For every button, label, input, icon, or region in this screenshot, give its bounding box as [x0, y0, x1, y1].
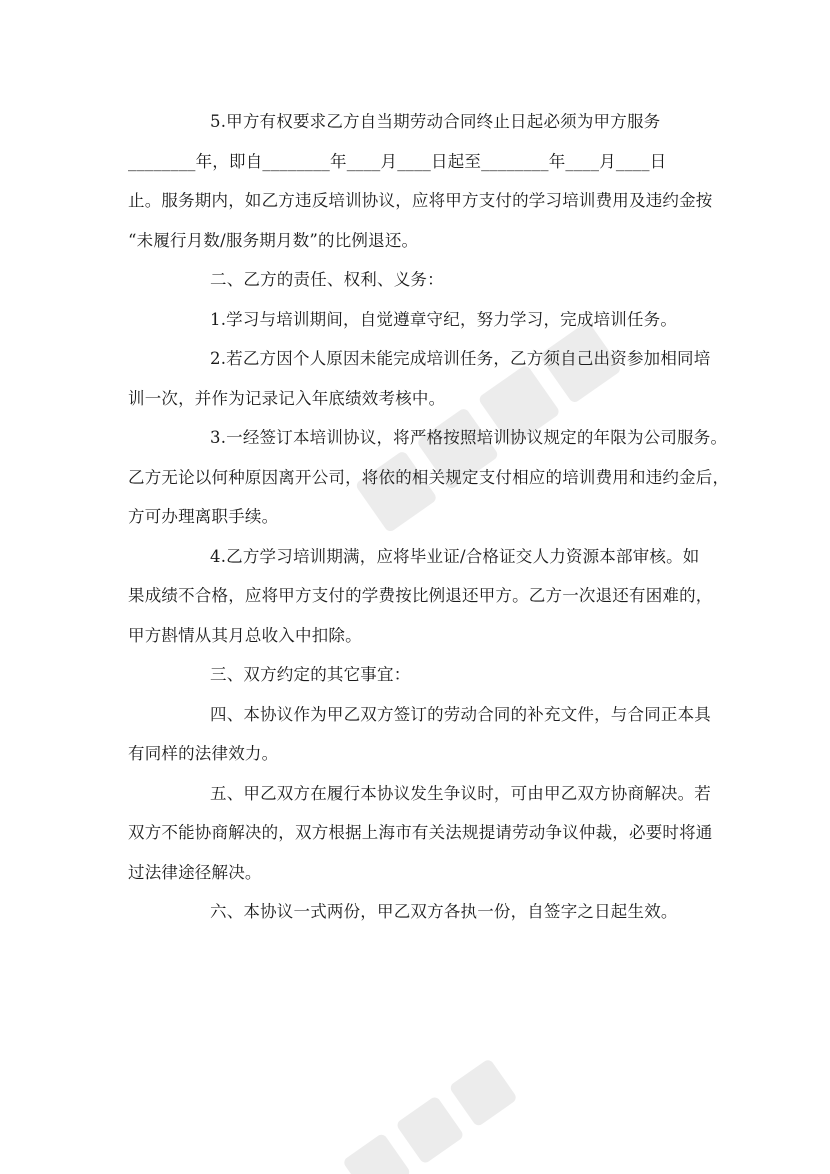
paragraph-b-2: [128, 339, 711, 418]
text-line: 有同样的法律效力。: [128, 744, 279, 763]
text-line: 方可办理离职手续。: [128, 507, 279, 526]
section-heading-party-b: [128, 260, 700, 300]
paragraph-clause-5: [128, 102, 713, 260]
text-line: 五、甲乙双方在履行本协议发生争议时，可由甲乙双方协商解决。若: [210, 783, 711, 803]
text-line: 二、乙方的责任、权利、义务：: [210, 270, 444, 289]
text-line: 1.学习与培训期间，自觉遵章守纪，努力学习，完成培训任务。: [210, 309, 678, 329]
paragraph-b-4: [128, 537, 713, 656]
text-line: 双方不能协商解决的，双方根据上海市有关法规提请劳动争议仲裁，必要时将通: [128, 823, 713, 842]
document-body: [128, 102, 730, 932]
paragraph-b-3: [128, 418, 730, 537]
text-line: 六、本协议一式两份，甲乙双方各执一份，自签字之日起生效。: [210, 902, 678, 921]
text-line: 3.一经签订本培训协议，将严格按照培训协议规定的年限为公司服务。: [210, 428, 728, 447]
text-line: 训一次，并作为记录记入年底绩效考核中。: [128, 388, 446, 408]
text-line: 4.乙方学习培训期满，应将毕业证/合格证交人力资源本部审核。如: [210, 546, 700, 566]
text-line: ________年，即自________年____月____日起至________年____月____日: [128, 151, 667, 171]
paragraph-clause-six: [128, 892, 700, 932]
paragraph-clause-four: [128, 695, 711, 774]
text-line: 5.甲方有权要求乙方自当期劳动合同终止日起必须为甲方服务: [210, 112, 661, 131]
paragraph-clause-five: [128, 774, 713, 893]
text-line: 乙方无论以何种原因离开公司，将依的相关规定支付相应的培训费用和违约金后，: [128, 467, 730, 487]
text-line: “未履行月数/服务期月数”的比例退还。: [128, 230, 419, 250]
text-line: 止。服务期内，如乙方违反培训协议，应将甲方支付的学习培训费用及违约金按: [128, 191, 713, 210]
text-line: 过法律途径解决。: [128, 862, 262, 882]
text-line: 果成绩不合格，应将甲方支付的学费按比例退还甲方。乙方一次退还有困难的，: [128, 586, 713, 605]
paragraph-b-1: [128, 300, 700, 340]
section-heading-other-matters: [128, 655, 700, 695]
text-line: 甲方斟情从其月总收入中扣除。: [128, 625, 362, 645]
text-line: 三、双方约定的其它事宜：: [210, 665, 411, 684]
text-line: 2.若乙方因个人原因未能完成培训任务，乙方须自己出资参加相同培: [210, 349, 711, 368]
text-line: 四、本协议作为甲乙双方签订的劳动合同的补充文件，与合同正本具: [210, 704, 711, 724]
